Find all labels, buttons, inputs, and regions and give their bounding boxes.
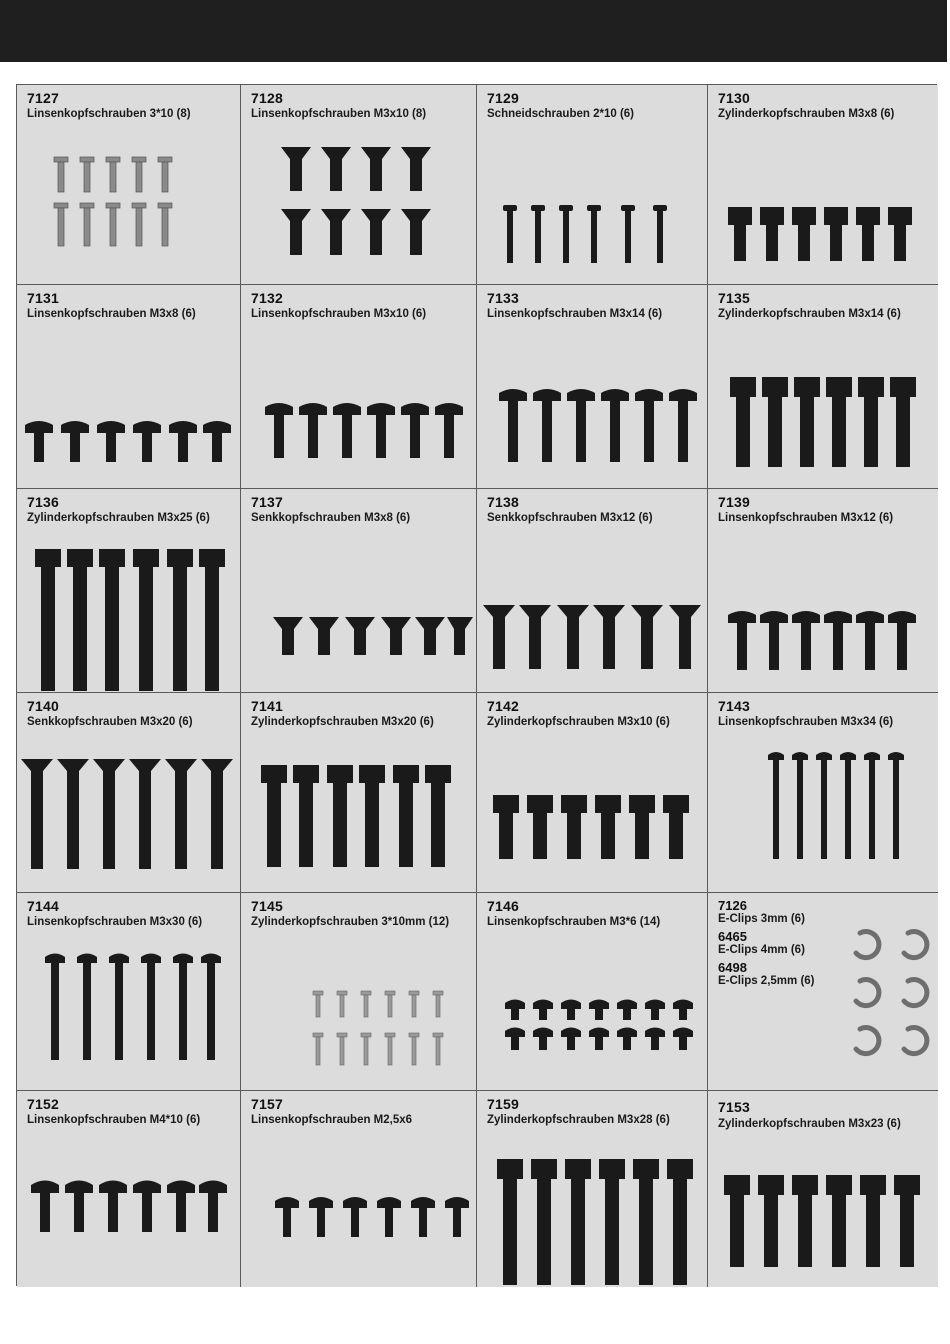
part-cell — [708, 285, 938, 489]
part-description: Zylinderkopfschrauben M3x10 (6) — [487, 716, 670, 728]
part-cell — [17, 489, 241, 693]
part-code: 7153 — [718, 1099, 750, 1115]
part-description: Linsenkopfschrauben M3x14 (6) — [487, 308, 663, 320]
button-head-screws-illustration — [708, 693, 938, 893]
part-description: Linsenkopfschrauben M2,5x6 — [251, 1114, 413, 1126]
part-code: 7157 — [251, 1096, 283, 1112]
part-cell — [477, 489, 708, 693]
part-code: 7159 — [487, 1096, 519, 1112]
part-cell — [241, 285, 477, 489]
button-head-screws-illustration — [241, 1091, 477, 1287]
socket-cap-screws-illustration — [708, 285, 938, 489]
e-clips-illustration — [708, 893, 938, 1091]
part-description: Zylinderkopfschrauben M3x28 (6) — [487, 1114, 670, 1126]
part-description: Linsenkopfschrauben M3x10 (8) — [251, 108, 427, 120]
parts-grid — [16, 84, 937, 1286]
part-description: Zylinderkopfschrauben M3x8 (6) — [718, 108, 895, 120]
part-description: Linsenkopfschrauben M3x30 (6) — [27, 916, 203, 928]
part-code: 7141 — [251, 698, 283, 714]
part-cell — [241, 1091, 477, 1287]
countersunk-screws-illustration — [241, 489, 477, 693]
button-head-screws-illustration — [17, 1091, 241, 1287]
small-screws-illustration — [241, 893, 477, 1091]
part-code: 7142 — [487, 698, 519, 714]
tapping-screws-illustration — [477, 85, 708, 285]
part-code: 7135 — [718, 290, 750, 306]
part-cell — [241, 489, 477, 693]
part-code: 7140 — [27, 698, 59, 714]
button-head-screws-illustration — [477, 285, 708, 489]
part-description: Linsenkopfschrauben 3*10 (8) — [27, 108, 191, 120]
part-description: E-Clips 4mm (6) — [718, 944, 805, 956]
part-code: 7152 — [27, 1096, 59, 1112]
part-cell-eclips — [708, 893, 938, 1091]
part-description: Zylinderkopfschrauben 3*10mm (12) — [251, 916, 450, 928]
part-cell — [477, 1091, 708, 1287]
button-head-screws-illustration — [708, 489, 938, 693]
part-description: Linsenkopfschrauben M3x34 (6) — [718, 716, 894, 728]
socket-cap-screws-illustration — [708, 85, 938, 285]
part-code: 7145 — [251, 898, 283, 914]
part-code: 7137 — [251, 494, 283, 510]
part-code: 7136 — [27, 494, 59, 510]
socket-cap-screws-illustration — [708, 1091, 938, 1287]
countersunk-screws-illustration — [17, 693, 241, 893]
part-description: Linsenkopfschrauben M3*6 (14) — [487, 916, 661, 928]
part-cell — [241, 893, 477, 1091]
part-cell — [477, 893, 708, 1091]
part-description: Zylinderkopfschrauben M3x25 (6) — [27, 512, 210, 524]
part-code: 6498 — [718, 960, 747, 975]
part-cell — [17, 693, 241, 893]
button-head-screws-illustration — [17, 893, 241, 1091]
part-code: 7133 — [487, 290, 519, 306]
part-description: Zylinderkopfschrauben M3x14 (6) — [718, 308, 901, 320]
part-code: 7144 — [27, 898, 59, 914]
part-description: Zylinderkopfschrauben M3x20 (6) — [251, 716, 434, 728]
part-cell — [708, 489, 938, 693]
part-description: Senkkopfschrauben M3x8 (6) — [251, 512, 411, 524]
socket-cap-screws-illustration — [241, 693, 477, 893]
part-cell — [17, 893, 241, 1091]
part-code: 7130 — [718, 90, 750, 106]
part-description: Schneidschrauben 2*10 (6) — [487, 108, 634, 120]
part-cell — [17, 1091, 241, 1287]
part-cell — [17, 85, 241, 285]
part-cell — [708, 693, 938, 893]
countersunk-screws-illustration — [477, 489, 708, 693]
part-cell — [708, 1091, 938, 1287]
part-code: 7129 — [487, 90, 519, 106]
part-description: Linsenkopfschrauben M3x8 (6) — [27, 308, 196, 320]
part-code: 7138 — [487, 494, 519, 510]
socket-cap-screws-illustration — [477, 1091, 708, 1287]
part-code: 7139 — [718, 494, 750, 510]
pan-head-screws-illustration — [17, 85, 241, 285]
socket-cap-screws-illustration — [17, 489, 241, 693]
part-code: 6465 — [718, 929, 747, 944]
part-code: 7128 — [251, 90, 283, 106]
header-bar — [0, 0, 947, 62]
part-description: Linsenkopfschrauben M4*10 (6) — [27, 1114, 201, 1126]
part-description: E-Clips 3mm (6) — [718, 913, 805, 925]
part-cell — [241, 85, 477, 285]
part-cell — [477, 85, 708, 285]
button-head-screws-illustration — [241, 285, 477, 489]
part-code: 7146 — [487, 898, 519, 914]
socket-cap-screws-illustration — [477, 693, 708, 893]
part-code: 7131 — [27, 290, 59, 306]
part-cell — [708, 85, 938, 285]
part-description: Senkkopfschrauben M3x12 (6) — [487, 512, 653, 524]
part-code: 7127 — [27, 90, 59, 106]
part-code: 7132 — [251, 290, 283, 306]
part-description: Zylinderkopfschrauben M3x23 (6) — [718, 1118, 901, 1130]
part-cell — [477, 693, 708, 893]
part-code: 7143 — [718, 698, 750, 714]
part-description: Linsenkopfschrauben M3x12 (6) — [718, 512, 894, 524]
button-head-screws-illustration — [17, 285, 241, 489]
part-description: E-Clips 2,5mm (6) — [718, 975, 815, 987]
part-cell — [241, 693, 477, 893]
part-cell — [17, 285, 241, 489]
part-description: Linsenkopfschrauben M3x10 (6) — [251, 308, 427, 320]
button-head-screws-illustration — [477, 893, 708, 1091]
part-cell — [477, 285, 708, 489]
countersunk-screws-illustration — [241, 85, 477, 285]
part-code: 7126 — [718, 898, 747, 913]
part-description: Senkkopfschrauben M3x20 (6) — [27, 716, 193, 728]
